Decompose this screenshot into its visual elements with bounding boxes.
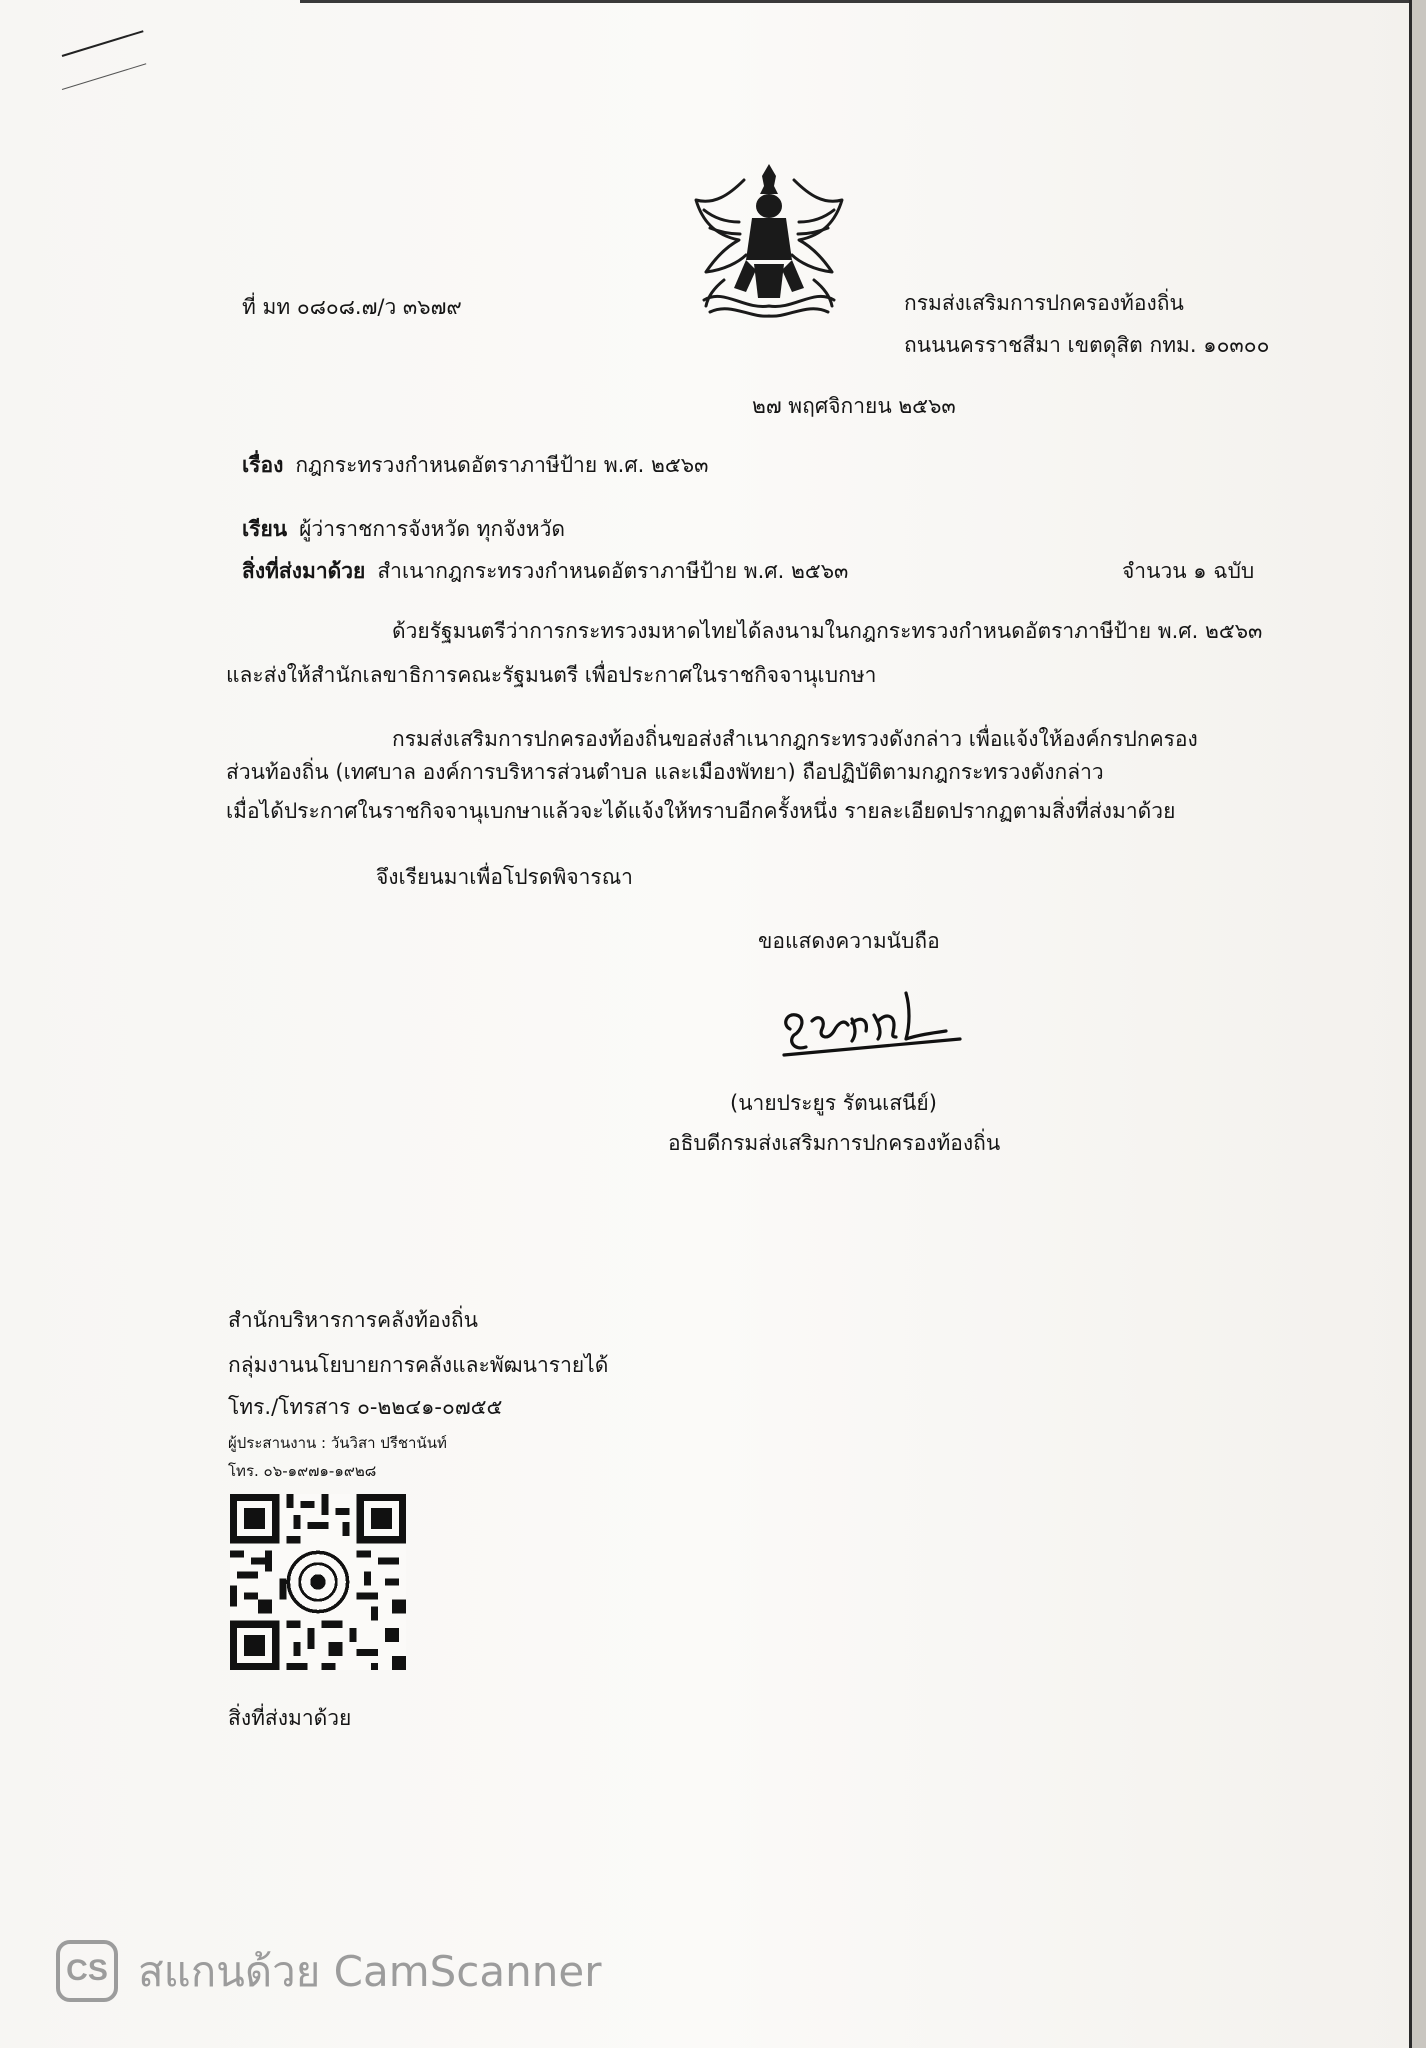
signer-title: อธิบดีกรมส่งเสริมการปกครองท้องถิ่น bbox=[668, 1131, 1001, 1155]
pen-mark bbox=[62, 63, 146, 90]
subject-label: เรื่อง bbox=[242, 453, 284, 477]
paper-edge-top bbox=[300, 0, 1410, 3]
body-paragraph-2-line-3: เมื่อได้ประกาศในราชกิจจานุเบกษาแล้วจะได้แจ้งให้ทราบอีกครั้งหนึ่ง รายละเอียดปรากฏตามสิ่งที่ส่งมาด้วย bbox=[226, 799, 1176, 823]
camscanner-watermark-text: สแกนด้วย CamScanner bbox=[138, 1947, 602, 1996]
footer-coordinator: ผู้ประสานงาน : วันวิสา ปรีชานันท์ bbox=[228, 1434, 447, 1452]
body-paragraph-3: จึงเรียนมาเพื่อโปรดพิจารณา bbox=[376, 865, 633, 889]
agency-address: ถนนนครราชสีมา เขตดุสิต กทม. ๑๐๓๐๐ bbox=[904, 333, 1270, 357]
issuing-agency: กรมส่งเสริมการปกครองท้องถิ่น bbox=[904, 291, 1184, 315]
document-date: ๒๗ พฤศจิกายน ๒๕๖๓ bbox=[752, 394, 956, 418]
body-paragraph-1-line-1: ด้วยรัฐมนตรีว่าการกระทรวงมหาดไทยได้ลงนามในกฎกระทรวงกำหนดอัตราภาษีป้าย พ.ศ. ๒๕๖๓ bbox=[392, 619, 1263, 643]
recipient-label: เรียน bbox=[242, 517, 288, 541]
footer-tel-fax: โทร./โทรสาร ๐-๒๒๔๑-๐๗๕๕ bbox=[228, 1395, 503, 1419]
handwritten-signature bbox=[772, 985, 972, 1065]
body-paragraph-2-line-2: ส่วนท้องถิ่น (เทศบาล องค์การบริหารส่วนตำบล และเมืองพัทยา) ถือปฏิบัติตามกฎกระทรวงดังกล่าว bbox=[226, 760, 1104, 784]
pen-mark bbox=[62, 30, 144, 57]
footer-enclosure-note: สิ่งที่ส่งมาด้วย bbox=[228, 1706, 352, 1730]
enclosure-text: สำเนากฎกระทรวงกำหนดอัตราภาษีป้าย พ.ศ. ๒๕๖๓ bbox=[377, 559, 849, 583]
enclosure-label: สิ่งที่ส่งมาด้วย bbox=[242, 559, 366, 583]
enclosure-count: จำนวน ๑ ฉบับ bbox=[1122, 559, 1255, 583]
signer-name: (นายประยูร รัตนเสนีย์) bbox=[730, 1091, 937, 1115]
body-paragraph-2-line-1: กรมส่งเสริมการปกครองท้องถิ่นขอส่งสำเนากฎกระทรวงดังกล่าว เพื่อแจ้งให้องค์กรปกครอง bbox=[392, 727, 1198, 751]
recipient-row bbox=[242, 514, 565, 544]
enclosure-row bbox=[242, 556, 848, 586]
footer-office: สำนักบริหารการคลังท้องถิ่น bbox=[228, 1308, 478, 1332]
garuda-emblem-icon bbox=[684, 160, 854, 328]
body-paragraph-1-line-2: และส่งให้สำนักเลขาธิการคณะรัฐมนตรี เพื่อประกาศในราชกิจจานุเบกษา bbox=[226, 663, 877, 687]
subject-row bbox=[242, 450, 708, 480]
qr-code-icon bbox=[230, 1494, 406, 1670]
document-number: ที่ มท ๐๘๐๘.๗/ว ๓๖๗๙ bbox=[242, 295, 462, 319]
footer-coordinator-tel: โทร. ๐๖-๑๙๗๑-๑๙๒๘ bbox=[228, 1462, 377, 1480]
footer-group: กลุ่มงานนโยบายการคลังและพัฒนารายได้ bbox=[228, 1353, 609, 1377]
camscanner-logo-icon: CS bbox=[56, 1940, 118, 2002]
subject-text: กฎกระทรวงกำหนดอัตราภาษีป้าย พ.ศ. ๒๕๖๓ bbox=[295, 453, 709, 477]
recipient-text: ผู้ว่าราชการจังหวัด ทุกจังหวัด bbox=[299, 517, 566, 541]
paper-edge-right bbox=[1409, 0, 1426, 2048]
closing-salutation: ขอแสดงความนับถือ bbox=[758, 929, 940, 953]
